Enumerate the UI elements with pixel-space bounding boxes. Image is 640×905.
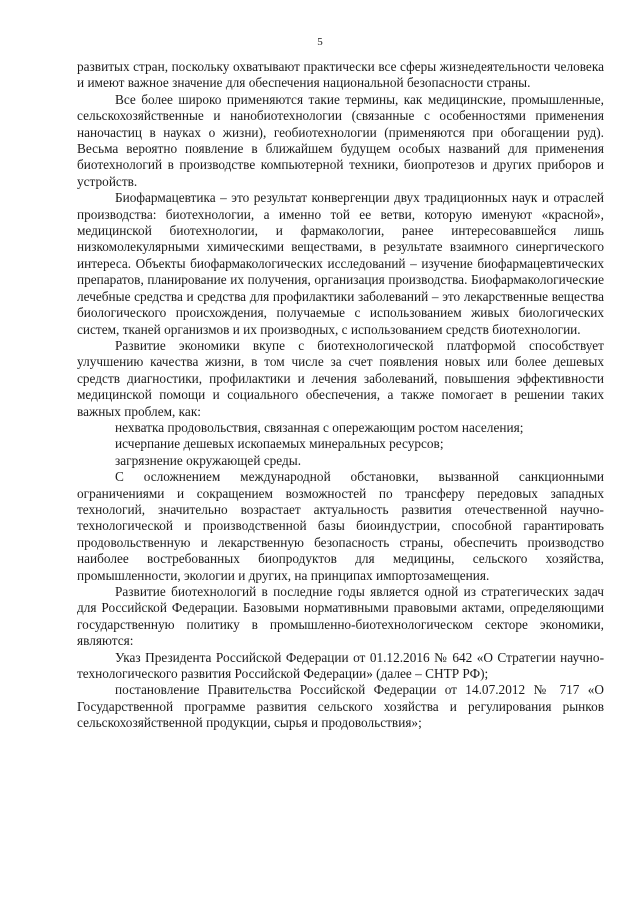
- paragraph-continuation: развитых стран, поскольку охватывают практически все сферы жизнедеятельности человека и имеют важное значение для обеспечения национальной безопасности страны.: [77, 59, 604, 91]
- list-item-food-shortage: нехватка продовольствия, связанная с опережающим ростом населения;: [115, 419, 524, 435]
- list-item-pollution: загрязнение окружающей среды.: [115, 452, 302, 468]
- document-body: [77, 59, 604, 732]
- paragraph-strategic-tasks: Развитие биотехнологий в последние годы является одной из стратегических задач для Российской Федерации. Базовыми нормативными правовыми актами, определяющими государственную политику в промышленно-биотехнологическом секторе экономики, являются:: [77, 584, 604, 649]
- paragraph-sanctions: С осложнением международной обстановки, вызванной санкционными ограничениями и сокращением возможностей по трансферу передовых западных технологий, значительно возрастает актуальность развития отечественной научно-технологической и производственной базы биоиндустрии, способной гарантировать продовольственную и лекарственную безопасность страны, обеспечить производство наиболее востребованных биопродуктов для медицины, сельского хозяйства, промышленности, экологии и других, на принципах импортозамещения.: [77, 469, 604, 583]
- paragraph-government-resolution: постановление Правительства Российской Федерации от 14.07.2012 № 717 «О Государственной программе развития сельского хозяйства и регулирования рынков сельскохозяйственной продукции, сырья и продовольствия»;: [77, 682, 604, 731]
- page-number: 5: [317, 36, 323, 48]
- paragraph-economy-development: Развитие экономики вкупе с биотехнологической платформой способствует улучшению качества жизни, в том числе за счет появления новых или более дешевых средств диагностики, профилактики и лечения заболеваний, повышения эффективности медицинской помощи и социального обеспечения, а также помогает в решении таких важных проблем, как:: [77, 337, 604, 419]
- list-item-resource-depletion: исчерпание дешевых ископаемых минеральных ресурсов;: [115, 436, 444, 452]
- paragraph-biopharmaceutics: Биофармацевтика – это результат конвергенции двух традиционных наук и отраслей производства: биотехнологии, а именно той ее ветви, которую именуют «красной», медицинской биотехнологии, и фармакологии, ранее интересовавшейся лишь низкомолекулярными химическими веществами, в результате взаимного синергического интереса. Объекты биофармакологических исследований – изучение биофармацевтических препаратов, планирование их получения, организация производства. Биофармакологические лечебные средства и средства для профилактики заболеваний – это лекарственные вещества биологического происхождения, получаемые с использованием живых биологических систем, тканей организмов и их производных, с использованием средств биотехнологии.: [77, 190, 604, 337]
- paragraph-presidential-decree: Указ Президента Российской Федерации от 01.12.2016 № 642 «О Стратегии научно-технологического развития Российской Федерации» (далее – СНТР РФ);: [77, 649, 604, 682]
- paragraph-biotech-terms: Все более широко применяются такие термины, как медицинские, промышленные, сельскохозяйственные и нанобиотехнологии (связанные с особенностями применения наночастиц в науках о жизни), геобиотехнологии (применяются при обогащении руд). Весьма вероятно появление в ближайшем будущем особых названий для применения биотехнологий в производстве компьютерной техники, биопротезов и других приборов и устройств.: [77, 91, 604, 189]
